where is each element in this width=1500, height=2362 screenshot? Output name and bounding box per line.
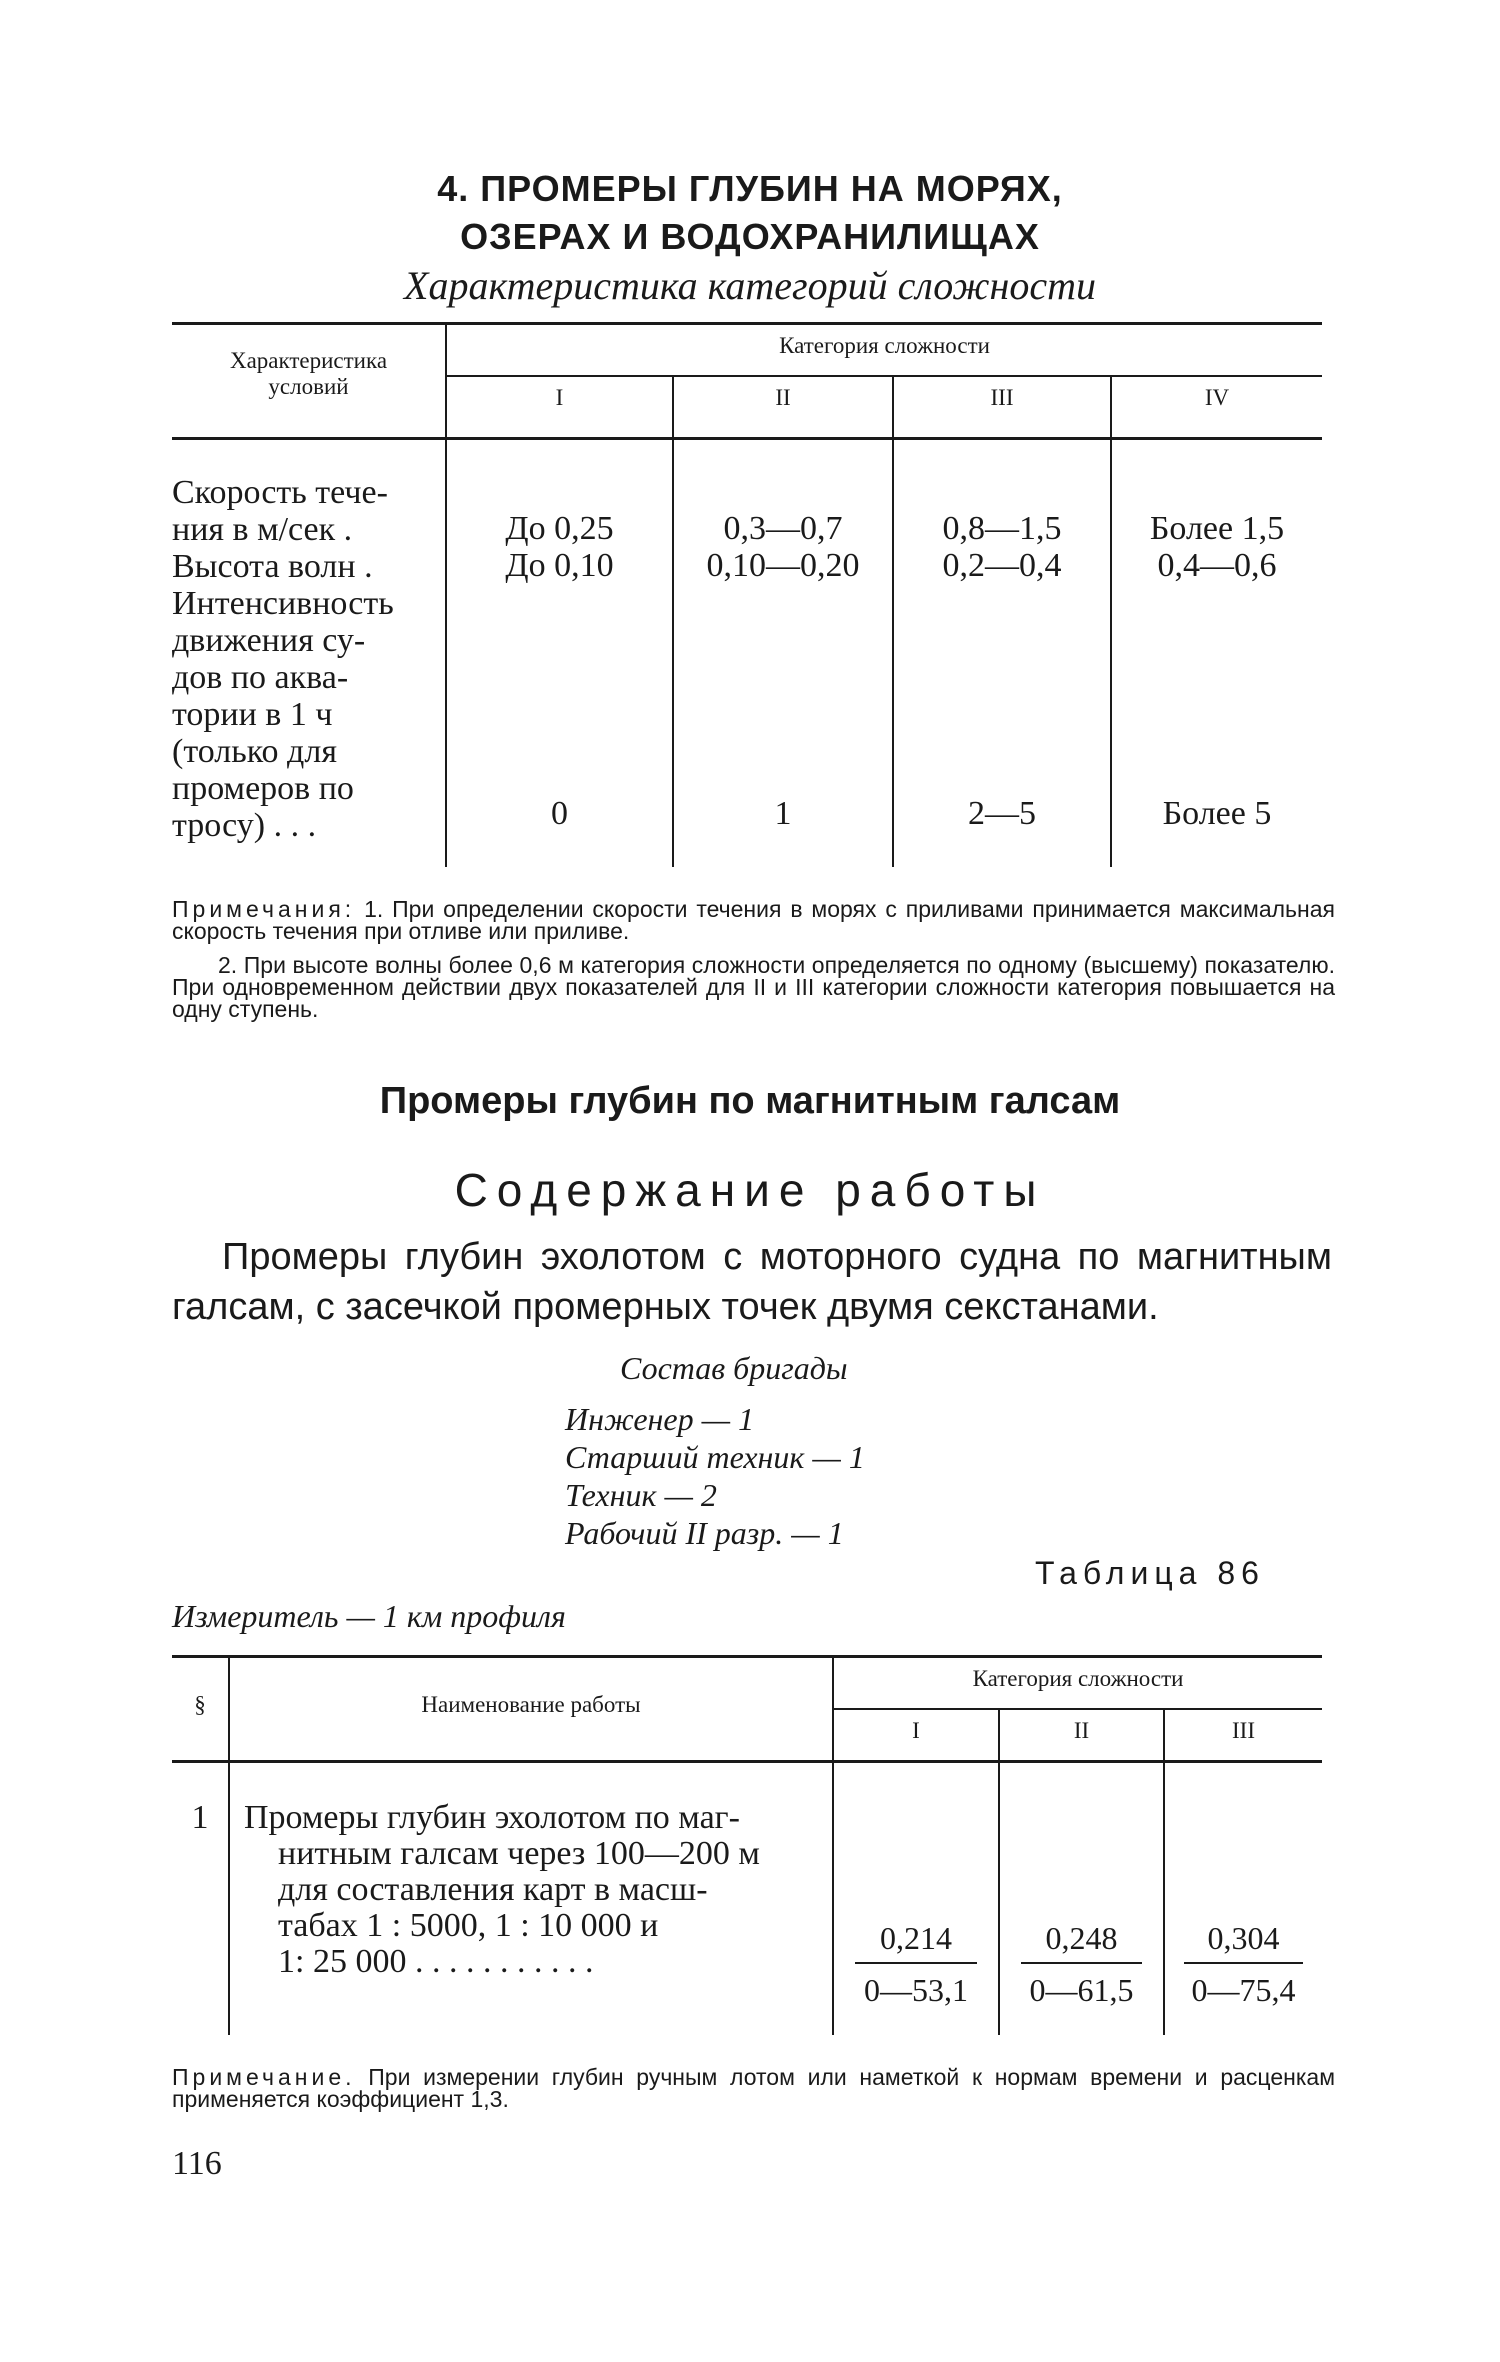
- table-number: Таблица 86: [1035, 1555, 1265, 1591]
- table2-row-work-name: [244, 1800, 822, 1980]
- note-1-text: 1. При определении скорости течения в морях с приливами принимается максимальная скорость течения при отливе или приливе.: [172, 896, 1335, 944]
- table2-category-iii: III: [1232, 1718, 1255, 1743]
- page-number: 116: [172, 2145, 222, 2182]
- label-line: промеров по: [172, 770, 354, 807]
- work-name-line: 1: 25 000 . . . . . . . . . . .: [278, 1943, 594, 1980]
- subsection-title: Промеры глубин по магнитным галсам: [379, 1080, 1121, 1122]
- table1-category-iv: IV: [1204, 385, 1230, 410]
- work-content-heading: Содержание работы: [454, 1164, 1046, 1216]
- table2-note: [172, 2066, 1335, 2110]
- cell-traffic-i: 0: [551, 795, 568, 832]
- fraction-line-iii: [1184, 1962, 1303, 1964]
- cell-wave-iii: 0,2—0,4: [942, 547, 1062, 584]
- crew-heading: Состав бригады: [620, 1350, 848, 1386]
- label-line: дов по аква-: [172, 659, 349, 696]
- cell-wave-iv: 0,4—0,6: [1157, 547, 1277, 584]
- table2-section-header: §: [194, 1692, 206, 1717]
- notes-label: Примечания:: [172, 896, 356, 922]
- work-description: Промеры глубин эхолотом с моторного судна по магнитным галсам, с засечкой промерных точек двумя секстанами.: [172, 1236, 1332, 1328]
- table2-group-rule: [832, 1708, 1322, 1710]
- value-ii-rate: 0—61,5: [1029, 1972, 1134, 2008]
- crew-member-engineer: Инженер — 1: [565, 1401, 755, 1437]
- table1-category-iii: III: [990, 385, 1014, 410]
- table1-group-rule: [445, 375, 1322, 377]
- table1-conditions-header: [172, 348, 445, 400]
- work-name-line: нитным галсам через 100—200 м: [278, 1835, 760, 1872]
- work-name-line: табах 1 : 5000, 1 : 10 000 и: [278, 1907, 659, 1944]
- table2-row-number: 1: [191, 1799, 209, 1836]
- row-label-ship-traffic: [172, 585, 434, 844]
- table1-divider-1: [672, 377, 674, 867]
- table2-note-text: При измерении глубин ручным лотом или наметкой к нормам времени и расценкам применяется коэффициент 1,3.: [172, 2064, 1336, 2112]
- table1-category-group-header: Категория сложности: [779, 333, 990, 358]
- value-iii-rate: 0—75,4: [1191, 1972, 1296, 2008]
- work-name-line: для составления карт в масш-: [278, 1871, 708, 1908]
- table1-note-1: [172, 898, 1335, 942]
- value-ii-time: 0,248: [1045, 1920, 1118, 1956]
- cell-traffic-iii: 2—5: [968, 795, 1036, 832]
- table1-category-i: I: [555, 385, 564, 410]
- section-title-line1: 4. ПРОМЕРЫ ГЛУБИН НА МОРЯХ,: [437, 168, 1063, 209]
- label-line: (только для: [172, 733, 337, 770]
- work-name-line: Промеры глубин эхолотом по маг-: [244, 1799, 740, 1836]
- label-line: тории в 1 ч: [172, 696, 333, 733]
- row-label-wave-height: [172, 548, 434, 585]
- table2-category-i: I: [912, 1718, 920, 1743]
- value-i-rate: 0—53,1: [864, 1972, 968, 2008]
- value-iii-time: 0,304: [1207, 1920, 1280, 1956]
- fraction-line-i: [855, 1962, 977, 1964]
- cell-traffic-iv: Более 5: [1162, 795, 1272, 832]
- table2-category-ii: II: [1073, 1718, 1090, 1743]
- table1-note-2: 2. При высоте волны более 0,6 м категория сложности определяется по одному (высшему) показателю. При одновременном действии двух показателей для II и III категории сложности категория повышается на одну ступень.: [172, 952, 1335, 1022]
- cell-speed-ii: 0,3—0,7: [723, 510, 843, 547]
- table2-work-name-header: Наименование работы: [421, 1692, 641, 1717]
- crew-member-technician: Техник — 2: [565, 1477, 717, 1513]
- label-line: движения су-: [172, 622, 366, 659]
- label-line: Высота волн .: [172, 548, 373, 585]
- crew-member-worker: Рабочий II разр. — 1: [565, 1515, 844, 1551]
- label-line: Скорость тече-: [172, 474, 388, 511]
- section-title-line2: ОЗЕРАХ И ВОДОХРАНИЛИЩАХ: [460, 216, 1040, 257]
- fraction-line-ii: [1021, 1962, 1142, 1964]
- table2-category-group-header: Категория сложности: [972, 1666, 1184, 1691]
- section-title: [0, 165, 1500, 261]
- cell-speed-i: До 0,25: [505, 510, 614, 547]
- table2-header-bottom-rule: [172, 1760, 1322, 1763]
- conditions-header-line1: Характеристика: [229, 348, 388, 373]
- measure-unit: Измеритель — 1 км профиля: [172, 1598, 566, 1634]
- table2-top-rule: [172, 1655, 1322, 1658]
- cell-traffic-ii: 1: [774, 795, 792, 832]
- value-i-time: 0,214: [880, 1920, 952, 1956]
- cell-wave-ii: 0,10—0,20: [706, 547, 860, 584]
- table1-top-rule: [172, 322, 1322, 325]
- row-label-current-speed: [172, 474, 434, 548]
- table1-category-ii: II: [775, 385, 791, 410]
- conditions-header-line2: условий: [268, 374, 349, 399]
- label-line: ния в м/сек .: [172, 511, 353, 548]
- label-line: Интенсивность: [172, 585, 394, 622]
- crew-member-senior-technician: Старший техник — 1: [565, 1439, 865, 1475]
- label-line: тросу) . . .: [172, 807, 317, 844]
- cell-speed-iii: 0,8—1,5: [942, 510, 1062, 547]
- table1-caption: Характеристика категорий сложности: [404, 263, 1096, 308]
- cell-wave-i: До 0,10: [505, 547, 614, 584]
- cell-speed-iv: Более 1,5: [1149, 510, 1285, 547]
- table2-note-label: Примечание.: [172, 2064, 356, 2090]
- table1-header-bottom-rule: [172, 437, 1322, 440]
- table1-divider-2: [892, 377, 894, 867]
- table1-divider-3: [1110, 377, 1112, 867]
